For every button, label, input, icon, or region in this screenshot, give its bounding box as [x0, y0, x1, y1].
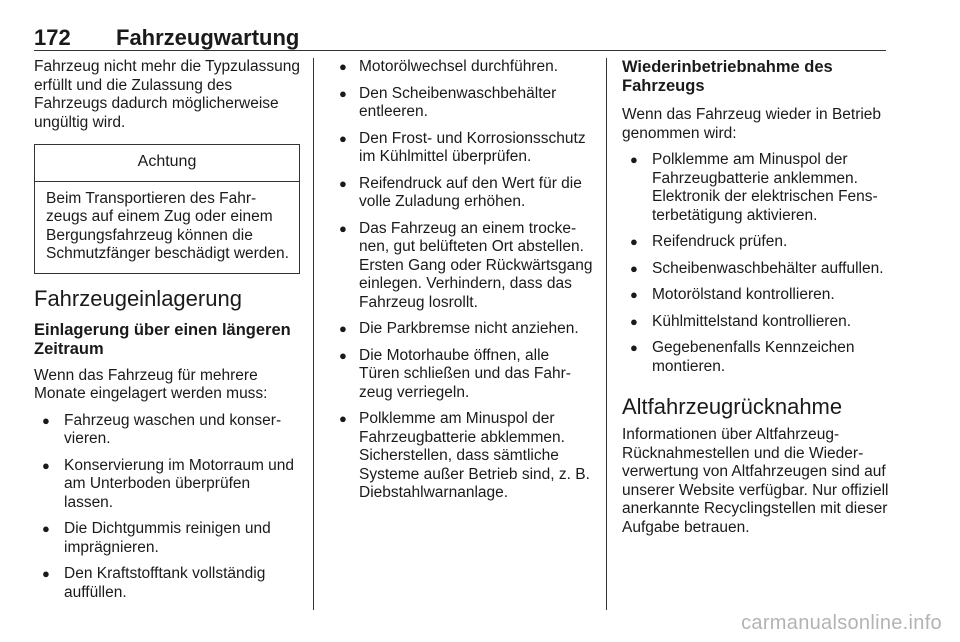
warning-box	[34, 144, 300, 274]
header-title: Fahrzeugwartung	[116, 25, 300, 50]
intro-paragraph: Fahrzeug nicht mehr die Typzulassung erfüllt und die Zulassung des Fahrzeugs dadurch möglicherweise ungültig wird.	[34, 58, 300, 131]
list-item: ● Konservierung im Motorraum und am Unterboden überprüfen lassen.	[42, 456, 295, 511]
bullet-icon: ●	[630, 340, 638, 355]
bullet-icon: ●	[339, 321, 347, 336]
list-item: ● Die Parkbremse nicht anziehen.	[339, 320, 579, 337]
bullet-icon: ●	[339, 347, 347, 363]
recommissioning-intro: Wenn das Fahrzeug wieder in Betrieb genommen wird:	[622, 106, 882, 142]
list-item: ● Kühlmittelstand kontrollieren.	[630, 312, 852, 330]
bullet-icon: ●	[339, 59, 347, 74]
subsection-title-wiederinbetriebnahme: Wiederinbetriebnahme des Fahrzeugs	[622, 58, 833, 95]
bullet-icon: ●	[630, 313, 638, 329]
bullet-icon: ●	[630, 287, 638, 302]
subsection-title-laengerer-zeitraum: Einlagerung über einen längeren Zeitraum	[34, 320, 291, 358]
bullet-icon: ●	[339, 130, 347, 146]
warning-text: Beim Transportieren des Fahrzeugs auf einem Zug oder einem Bergungsfahrzeug können die Schmutzfänger beschädigt werden.	[46, 189, 289, 262]
column-2	[331, 58, 593, 511]
recycling-paragraph: Informationen über Altfahrzeug-Rücknahmestellen und die Wiederverwertung von Altfahrzeugen sind auf unserer Website verfügbar. Nur offiziell anerkannte Recyclingstellen mit dieser Aufgabe betrauen.	[622, 426, 889, 536]
page-number: 172	[34, 25, 71, 50]
column-3	[622, 58, 890, 537]
list-item: ● Motorölstand kontrollieren.	[630, 286, 835, 303]
list-item: ● Die Motorhaube öffnen, alle Türen schließen und das Fahrzeug verriegeln.	[339, 346, 571, 401]
bullet-icon: ●	[630, 260, 638, 276]
list-item: ● Fahrzeug waschen und konservieren.	[42, 411, 282, 447]
bullet-icon: ●	[42, 457, 50, 473]
bullet-icon: ●	[339, 85, 347, 101]
storage-list	[34, 412, 300, 603]
bullet-icon: ●	[339, 411, 347, 426]
subsection-intro: Wenn das Fahrzeug für mehrere Monate eingelagert werden muss:	[34, 366, 268, 402]
section-title-einlagerung: Fahrzeugeinlagerung	[34, 285, 242, 311]
list-item: ● Scheibenwaschbehälter auffullen.	[630, 259, 884, 277]
list-item: ● Gegebenenfalls Kennzeichen montieren.	[630, 339, 855, 375]
list-item: ● Das Fahrzeug an einem trockenen, gut belüfteten Ort abstellen. Ersten Gang oder Rückwärtsgang einlegen. Verhindern, dass das Fahrzeug losrollt.	[339, 219, 593, 311]
list-item: ● Den Frost- und Korrosionsschutz im Kühlmittel überprüfen.	[339, 129, 586, 165]
bullet-icon: ●	[339, 175, 347, 191]
recommissioning-list	[622, 151, 890, 376]
bullet-icon: ●	[339, 220, 347, 236]
warning-title: Achtung	[35, 145, 299, 182]
list-item: ● Polklemme am Minuspol der Fahrzeugbatterie anklemmen. Elektronik der elektrischen Fensterbetätigung aktivieren.	[630, 151, 878, 224]
section-title-altfahrzeugruecknahme: Altfahrzeugrücknahme	[622, 394, 843, 419]
list-item: ● Reifendruck prüfen.	[630, 233, 788, 250]
bullet-icon: ●	[630, 234, 638, 249]
watermark: carmanualsonline.info	[741, 612, 942, 634]
list-item: ● Reifendruck auf den Wert für die volle Zuladung erhöhen.	[339, 174, 582, 210]
column-divider-1	[313, 58, 314, 610]
page-header	[34, 26, 886, 51]
list-item: ● Motorölwechsel durchführen.	[339, 58, 559, 75]
list-item: ● Den Kraftstofftank vollständig auffüllen.	[42, 565, 266, 601]
bullet-icon: ●	[42, 412, 50, 428]
bullet-icon: ●	[42, 521, 50, 536]
list-item: ● Die Dichtgummis reinigen und imprägnieren.	[42, 520, 271, 556]
column-divider-2	[606, 58, 607, 610]
bullet-icon: ●	[42, 566, 50, 581]
bullet-icon: ●	[630, 152, 638, 167]
list-item: ● Polklemme am Minuspol der Fahrzeugbatterie abklemmen. Sicherstellen, dass sämtliche Systeme außer Betrieb sind, z. B. Diebstahlwarnanlage.	[339, 410, 590, 501]
column-1	[34, 58, 300, 610]
storage-list-continued	[331, 58, 593, 503]
list-item: ● Den Scheibenwaschbehälter entleeren.	[339, 84, 557, 120]
